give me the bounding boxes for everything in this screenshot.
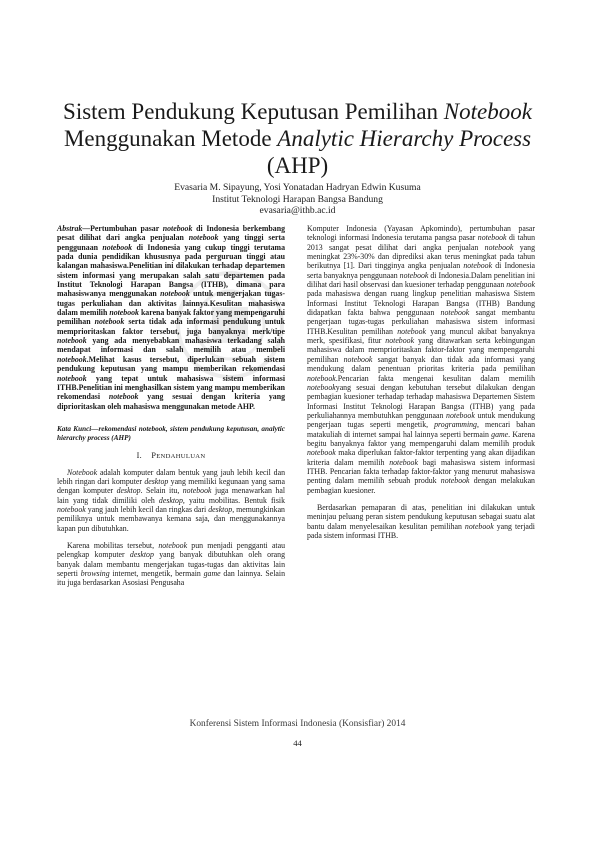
left-column [57, 224, 285, 588]
body-paragraph: Karena mobilitas tersebut, notebook pun menjadi pengganti atau pelengkap komputer desktop yang banyak dibutuhkan oleh orang banyak dalam membantu mengerjakan tugas-tugas dan aktivitas lain seperti browsing internet, mengetik, bermain game dan lainnya. Selain itu juga berdasarkan Asosiasi Pengusaha [57, 541, 286, 588]
author-affiliation: Institut Teknologi Harapan Bangsa Bandung [212, 193, 383, 205]
paper-title [40, 98, 555, 179]
title-line-1: Sistem Pendukung Keputusan Pemilihan Notebook [63, 99, 532, 124]
right-column [307, 224, 535, 540]
author-email[interactable]: evasaria@ithb.ac.id [259, 205, 336, 216]
title-line-3: (AHP) [266, 153, 329, 178]
author-block [40, 182, 555, 217]
body-paragraph: Notebook adalah komputer dalam bentuk yang jauh lebih kecil dan lebih ringan dari komputer desktop yang memiliki kegunaan yang sama dengan komputer desktop. Selain itu, notebook juga menawarkan hal lain yang tidak dimiliki oleh desktop, yaitu mobilitas. Bentuk fisik notebook yang jauh lebih kecil dan ringkas dari desktop, memungkinkan pemiliknya untuk membawanya kemana saja, dan menggunakannya kapan pun dibutuhkan. [57, 467, 285, 533]
title-line-2: Menggunakan Metode Analytic Hierarchy Process [63, 126, 532, 151]
keywords-text: —rekomendasi notebook, sistem pendukung keputusan, analytic hierarchy process (AHP) [57, 424, 285, 442]
page-number: 44 [293, 738, 302, 748]
section-heading-introduction: I. PENDAHULUAN [136, 451, 206, 461]
abstract-label: Abstrak [57, 224, 83, 233]
keywords-label: Kata Kunci [57, 424, 92, 433]
body-paragraph: Komputer Indonesia (Yayasan Apkomindo), pertumbuhan pasar teknologi informasi Indonesia terutama pangsa pasar notebook di tahun 2013 sangat pesat dilihat dari angka penjualan notebook yang meningkat 23%-30% dan diprediksi akan terus meningkat pada tahun berikutnya [1]. Dari tingginya angka penjualan notebook di Indonesia serta banyaknya penggunaan notebook di Indonesia.Dalam penelitian ini dilihat dari hasil observasi dan kuesioner terhadap penggunaan notebook pada mahasiswa dengan ruang lingkup penelitian mahasiswa Sistem Informasi Institut Teknologi Harapan Bangsa (ITHB) Bandung didapatkan fakta bahwa penggunaan notebook sangat membantu pengerjaan tugas-tugas perkuliahan mahasiswa sistem informasi ITHB.Kesulitan pemilihan notebook yang muncul akibat banyaknya merk, spesifikasi, fitur notebook yang ditawarkan serta kebingungan mahasiswa dalam memprioritaskan faktor-faktor yang mempengaruhi pemilihan notebook sangat banyak dan tidak ada informasi yang mendukung dalam penentuan prioritas kriteria pada pemilihan notebook.Pencarian fakta mengenai kesulitan dalam memilih notebookyang sesuai dengan kebutuhan tersebut dilakukan dengan pembagian kuesioner terhadap terhadap mahasiswa Departemen Sistem Informasi Institut Teknologi Harapan Bangsa (ITHB) yang pada perkuliahannya membutuhkan penggunaan notebook untuk mendukung pengerjaan tugas seperti mengetik, programming, mencari bahan matakuliah di internet sampai hal lainnya seperti bermain game. Karena begitu banyaknya faktor yang mempengaruhi dalam memilih produk notebook maka diperlukan faktor-faktor terpenting yang akan dijadikan kriteria dalam memilih notebook bagi mahasiswa sistem informasi ITHB. Pencarian fakta terhadap faktor-faktor yang menurut mahasiswa penting dalam memilih sebuah produk notebook dengan melakukan pembagian kuesioner. [307, 224, 536, 495]
abstract-text: —Pertumbuhan pasar notebook di Indonesia berkembang pesat dilihat dari angka penjualan notebook yang tinggi serta penggunaan notebook di Indonesia yang cukup tinggi terutama pada dunia pendidikan khususnya pada perguruan tinggi atau kalangan mahasiswa.Penelitian ini dilakukan terhadap departemen sistem informasi yang merupakan salah satu departemen pada Institut Teknologi Harapan Bangsa (ITHB), dimana para mahasiswanya menggunakan notebook untuk mengerjakan tugas-tugas perkuliahan dan aktivitas lainnya.Kesulitan mahasiswa dalam memilih notebook karena banyak faktor yang mempengaruhi pemilihan notebook serta tidak ada informasi pendukung untuk memprioritaskan faktor tersebut, juga banyaknya merk/tipe notebook yang ada menyebabkan mahasiswa terkadang salah mendapat informasi dan salah memilih atau membeli notebook.Melihat kasus tersebut, diperlukan sebuah sistem pendukung keputusan yang mampu memberikan rekomendasi notebook yang tepat untuk mahasiswa sistem informasi ITHB.Penelitian ini menghasilkan sistem yang mampu memberikan rekomendasi notebook yang sesuai dengan kriteria yang diprioritaskan oleh mahasiswa menggunakan metode AHP. [57, 224, 285, 411]
keywords-paragraph [57, 425, 285, 442]
body-paragraph: Berdasarkan pemaparan di atas, penelitian ini dilakukan untuk meninjau peluang peran sistem pendukung keputusan sebagai suatu alat bantu dalam menyelesaikan kesulitan pemilihan notebook yang terjadi pada sistem informasi ITHB. [307, 502, 535, 540]
abstract-paragraph [57, 224, 285, 411]
author-names: Evasaria M. Sipayung, Yosi Yonatadan Hadryan Edwin Kusuma [174, 182, 421, 193]
conference-footer: Konferensi Sistem Informasi Indonesia (Konsisfiar) 2014 [189, 719, 406, 729]
